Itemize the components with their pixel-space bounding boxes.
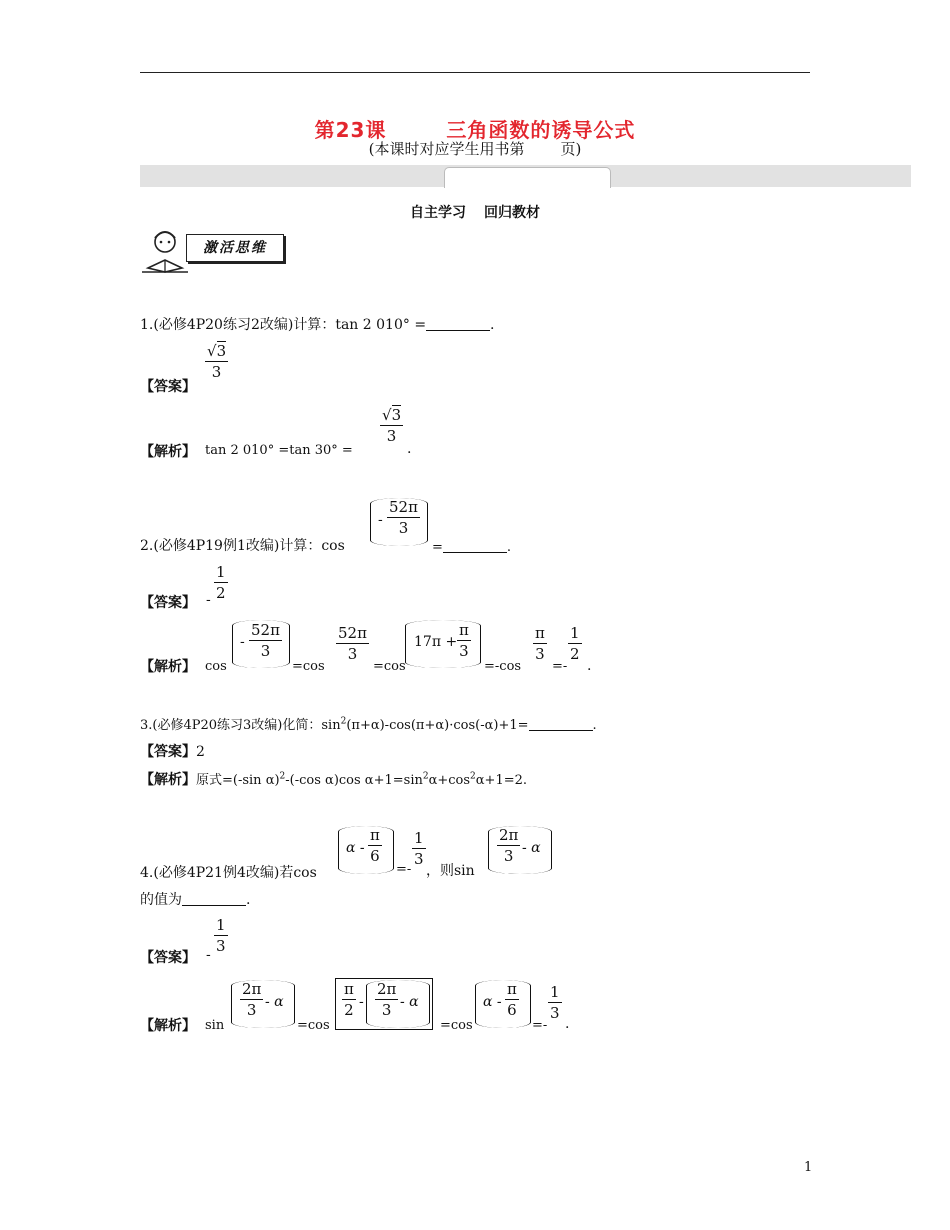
reading-student-icon (140, 228, 190, 274)
question-1: 1.(必修4P20练习2改编)计算：tan 2 010° = . (140, 317, 495, 333)
answer-blank (182, 891, 246, 906)
q2-answer-label: 【答案】 (140, 595, 196, 611)
badge-label: 激活思维 (186, 234, 284, 262)
answer-blank (426, 316, 490, 331)
section-title: 自主学习 回归教材 (410, 205, 540, 221)
q2-fraction: $\frac{52\pi}{3}$ (389, 498, 418, 537)
answer-blank (443, 538, 507, 553)
q1-answer-fraction: $\frac{√3}{3}$ (207, 342, 227, 381)
answer-blank (529, 716, 593, 731)
q1-analysis-fraction: $\frac{√3}{3}$ (382, 406, 402, 445)
section-tab (444, 167, 611, 188)
question-4: 4.(必修4P21例4改编)若cos (140, 865, 317, 881)
q2-answer-fraction: $\frac{1}{2}$ (216, 563, 226, 602)
q4-answer-label: 【答案】 (140, 950, 196, 966)
question-3: 3.(必修4P20练习3改编)化简：$\sin^2(\pi+\alpha)-\cos(\pi+\alpha)\cdot\cos(-\alpha)+1=$ . (140, 716, 597, 733)
lesson-topic: 三角函数的诱导公式 (446, 118, 636, 142)
lesson-number: 第23课 (314, 118, 387, 142)
q2-analysis-label: 【解析】 (140, 659, 196, 675)
q3-answer: 【答案】2 (140, 744, 205, 760)
question-2: 2.(必修4P19例1改编)计算：cos (140, 538, 345, 554)
q1-analysis-text: tan 2 010° =tan 30° = (205, 443, 353, 458)
q3-analysis: 【解析】原式=(-sin α)$^2$-(-cos α)cos $\alpha+1=\sin^2\alpha+\cos^2\alpha+1=2$. (140, 771, 528, 788)
page-number: 1 (804, 1160, 813, 1175)
q4-answer-fraction: $\frac{1}{3}$ (216, 916, 226, 955)
q1-analysis-label: 【解析】 (140, 444, 196, 460)
lesson-subtitle: (本课时对应学生用书第 页) (368, 140, 582, 158)
q4-analysis-label: 【解析】 (140, 1018, 196, 1034)
header-rule (140, 72, 810, 73)
activate-thinking-badge (140, 228, 286, 274)
q1-answer-label: 【答案】 (140, 379, 196, 395)
